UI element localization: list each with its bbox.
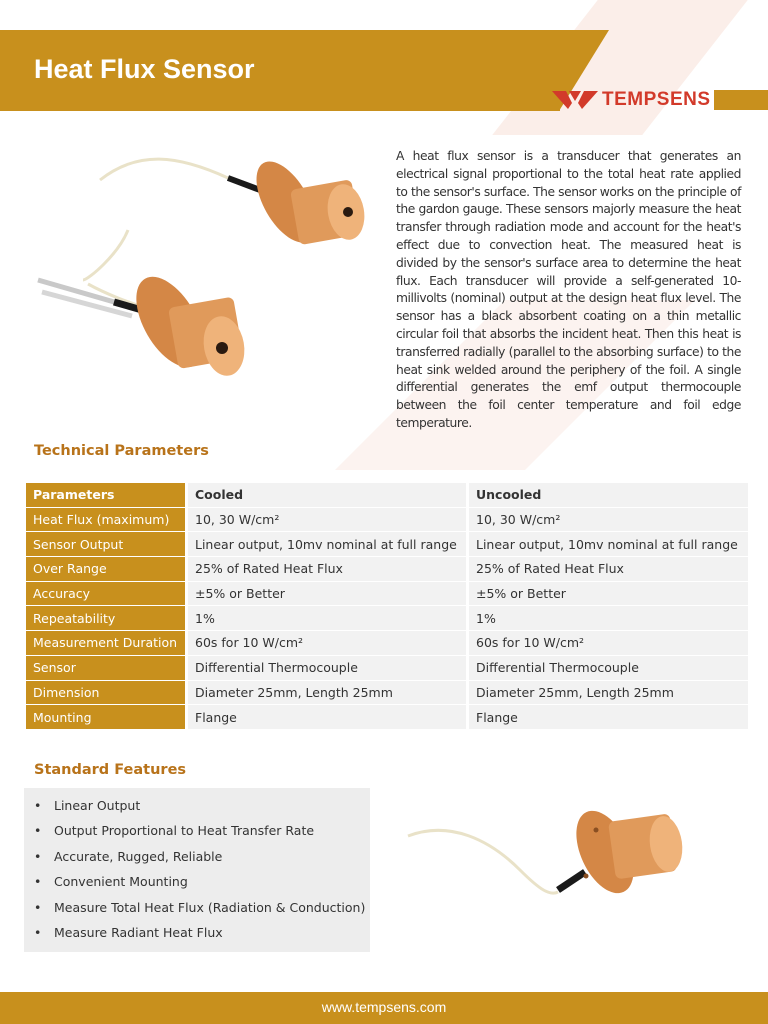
parameter-name: Accuracy <box>26 582 188 606</box>
table-row <box>26 532 748 556</box>
technical-parameters-table <box>26 482 748 730</box>
cooled-value: Differential Thermocouple <box>188 656 469 680</box>
table-row <box>26 508 748 532</box>
parameter-name: Repeatability <box>26 606 188 630</box>
feature-text: Measure Radiant Heat Flux <box>54 924 223 940</box>
logo-accent-bar <box>714 90 768 110</box>
uncooled-value: Differential Thermocouple <box>469 656 748 680</box>
list-item <box>34 869 370 894</box>
list-item <box>34 844 370 869</box>
parameter-name: Dimension <box>26 681 188 705</box>
table-header-cell: Parameters <box>26 483 188 507</box>
brand-logo <box>552 88 711 112</box>
tempsens-logo-icon <box>552 91 598 109</box>
table-row <box>26 681 748 705</box>
feature-text: Convenient Mounting <box>54 874 188 890</box>
uncooled-value: Diameter 25mm, Length 25mm <box>469 681 748 705</box>
product-image-sensor-single <box>400 800 700 920</box>
page-title: Heat Flux Sensor <box>34 54 255 84</box>
parameter-name: Sensor <box>26 656 188 680</box>
table-row <box>26 606 748 630</box>
list-item <box>34 818 370 843</box>
feature-text: Linear Output <box>54 798 141 813</box>
table-row <box>26 582 748 606</box>
cooled-value: 60s for 10 W/cm² <box>188 631 469 655</box>
parameter-name: Mounting <box>26 705 188 729</box>
product-image-sensors <box>28 130 368 420</box>
features-list <box>24 788 370 945</box>
product-description: A heat flux sensor is a transducer that generates an electrical signal proportional to the total heat rate applied to the sensor's surface. The sensor works on the principle of the gardon gauge. These sensors majorly measure the heat transfer through radiation mode and account for the heat's effect due to convection heat. The measured heat is divided by the sensor's surface area to determine the heat flux. Each transducer will provide a self-generated 10-millivolts (nominal) output at the design heat flux level. The sensor has a black absorbent coating on a thin metallic circular foil that absorbs the incident heat. Then this heat is transferred radially (parallel to the absorbing surface) to the heat sink welded around the periphery of the foil. A single differential generates the emf output thermocouple between the foil center temperature and foil edge temperature. <box>396 149 741 430</box>
cooled-value: 10, 30 W/cm² <box>188 508 469 532</box>
bullet-icon: • <box>34 798 42 813</box>
parameter-name: Heat Flux (maximum) <box>26 508 188 532</box>
list-item <box>34 793 370 818</box>
list-item <box>34 895 370 920</box>
uncooled-value: 1% <box>469 606 748 630</box>
feature-text: Output Proportional to Heat Transfer Rate <box>54 823 315 839</box>
cooled-value: Diameter 25mm, Length 25mm <box>188 681 469 705</box>
table-header-cell: Cooled <box>188 483 469 507</box>
bullet-icon: • <box>34 874 42 890</box>
uncooled-value: 10, 30 W/cm² <box>469 508 748 532</box>
list-item <box>34 920 370 945</box>
bullet-icon: • <box>34 823 42 839</box>
cooled-value: Flange <box>188 705 469 729</box>
uncooled-value: ±5% or Better <box>469 582 748 606</box>
uncooled-value: 25% of Rated Heat Flux <box>469 557 748 581</box>
feature-text: Accurate, Rugged, Reliable <box>54 848 223 864</box>
table-row <box>26 656 748 680</box>
uncooled-value: Linear output, 10mv nominal at full range <box>469 532 748 556</box>
table-row <box>26 705 748 729</box>
brand-name: TEMPSENS <box>602 89 711 110</box>
footer-website[interactable]: www.tempsens.com <box>321 999 447 1015</box>
technical-parameters-heading: Technical Parameters <box>34 443 209 459</box>
cooled-value: ±5% or Better <box>188 582 469 606</box>
cooled-value: Linear output, 10mv nominal at full range <box>188 532 469 556</box>
cooled-value: 25% of Rated Heat Flux <box>188 557 469 581</box>
table-header-row <box>26 483 748 507</box>
parameter-name: Measurement Duration <box>26 631 188 655</box>
parameter-name: Over Range <box>26 557 188 581</box>
bullet-icon: • <box>34 899 42 915</box>
uncooled-value: Flange <box>469 705 748 729</box>
uncooled-value: 60s for 10 W/cm² <box>469 631 748 655</box>
table-row <box>26 557 748 581</box>
standard-features-box <box>24 788 370 952</box>
bullet-icon: • <box>34 924 42 940</box>
cooled-value: 1% <box>188 606 469 630</box>
table-header-cell: Uncooled <box>469 483 748 507</box>
feature-text: Measure Total Heat Flux (Radiation & Conduction) <box>54 899 366 915</box>
bullet-icon: • <box>34 848 42 864</box>
parameter-name: Sensor Output <box>26 532 188 556</box>
standard-features-heading: Standard Features <box>34 762 187 778</box>
table-row <box>26 631 748 655</box>
